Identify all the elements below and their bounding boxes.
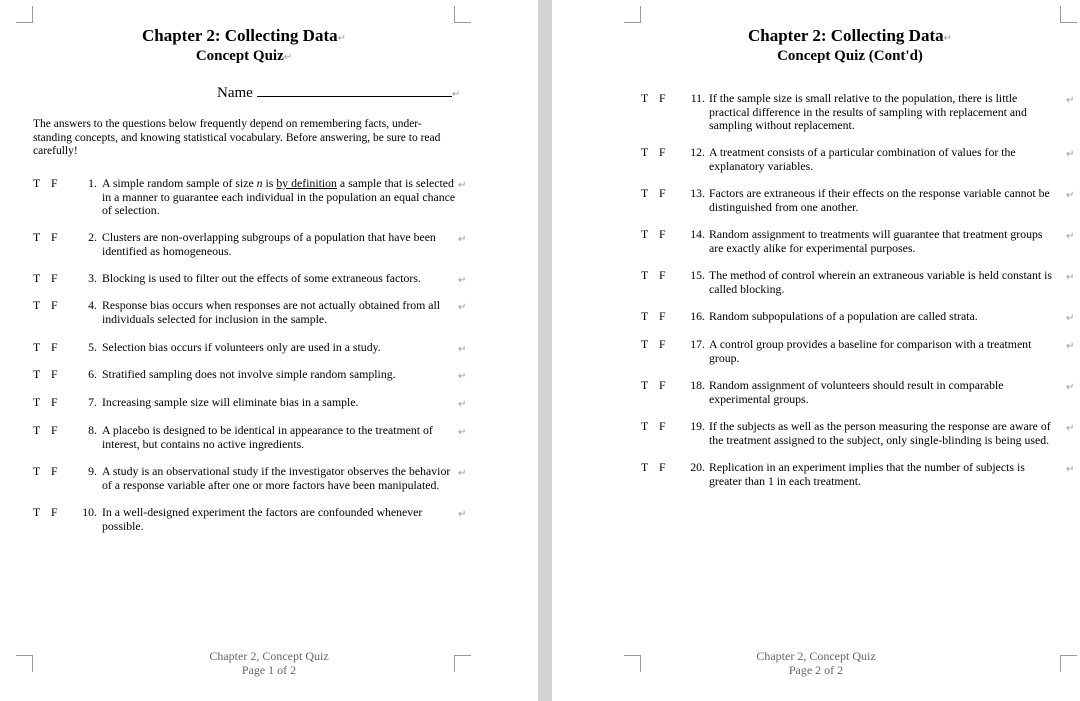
question-number: 5. [88,340,97,354]
name-line[interactable] [257,82,452,97]
false-option[interactable]: F [51,176,58,190]
true-option[interactable]: T [33,395,41,409]
false-option[interactable]: F [659,378,666,392]
true-option[interactable]: T [641,309,649,323]
false-option[interactable]: F [51,298,58,312]
true-option[interactable]: T [641,460,649,474]
question-number: 8. [88,423,97,437]
question-number: 13. [690,186,705,200]
name-field[interactable]: Name ↵ [217,82,460,102]
page-footer [0,650,538,677]
intro-text: The answers to the questions below frequently depend on remembering facts, under-standing concepts, and knowing statistical vocabulary. Before answering, be sure to read carefully! [33,118,441,157]
false-option[interactable]: F [51,340,58,354]
question-text: Random subpopulations of a population are called strata. [709,309,978,323]
false-option[interactable]: F [659,186,666,200]
footer-title: Chapter 2, Concept Quiz [209,649,329,663]
false-option[interactable]: F [51,230,58,244]
true-option[interactable]: T [641,91,649,105]
false-option[interactable]: F [659,145,666,159]
true-option[interactable]: T [641,227,649,241]
question-text: The method of control wherein an extraneous variable is held constant is called blocking. [709,268,1052,296]
false-option[interactable]: F [51,395,58,409]
page-title: Chapter 2: Collecting Data↵ [141,26,347,45]
question-number: 17. [690,337,705,351]
question-number: 15. [690,268,705,282]
question-text: Increasing sample size will eliminate bias in a sample. [102,395,359,409]
question-text: If the subjects as well as the person measuring the response are aware of the treatment assigned to the subject, only single-blinding is being used. [709,419,1051,447]
question-text: A study is an observational study if the investigator observes the behavior of a response variable after one or more factors have been manipulated. [102,464,451,492]
question-number: 9. [88,464,97,478]
false-option[interactable]: F [51,367,58,381]
question-number: 7. [88,395,97,409]
question-number: 20. [690,460,705,474]
question-number: 16. [690,309,705,323]
footer-title: Chapter 2, Concept Quiz [756,649,876,663]
question-number: 4. [88,298,97,312]
false-option[interactable]: F [659,91,666,105]
question-number: 18. [690,378,705,392]
true-option[interactable]: T [33,367,41,381]
question-text: Random assignment to treatments will guarantee that treatment groups are exactly alike for experimental purposes. [709,227,1043,255]
crop-mark [1060,6,1077,23]
question-text: Selection bias occurs if volunteers only are used in a study. [102,340,381,354]
page-subtitle: Concept Quiz (Cont'd) [777,48,923,64]
false-option[interactable]: F [51,423,58,437]
false-option[interactable]: F [51,271,58,285]
question-text: Factors are extraneous if their effects on the response variable cannot be distinguished from one another. [709,186,1050,214]
true-option[interactable]: T [641,378,649,392]
question-text: Blocking is used to filter out the effects of some extraneous factors. [102,271,421,285]
footer-page-number: Page 2 of 2 [788,662,844,677]
false-option[interactable]: F [51,505,58,519]
true-option[interactable]: T [641,419,649,433]
true-option[interactable]: T [33,230,41,244]
true-option[interactable]: T [641,337,649,351]
question-number: 3. [88,271,97,285]
false-option[interactable]: F [659,419,666,433]
question-text: A control group provides a baseline for comparison with a treatment group. [709,337,1032,365]
question-text: A simple random sample of size n is by definition a sample that is selected in a manner to guarantee each individual in the population an equal chance of selection. [102,176,456,217]
question-text: If the sample size is small relative to the population, there is little practical difference in the results of sampling with replacement and sampling without replacement. [709,91,1027,132]
question-number: 1. [88,176,97,190]
question-text: Response bias occurs when responses are not actually obtained from all individuals selected for inclusion in the sample. [102,298,441,326]
page-1: Chapter 2: Collecting Data↵ Concept Quiz↵ Name ↵ The answers to the questions below frequently depend on remembering facts, under-standing concepts, and knowing statistical vocabulary. Before answering, be sure to read carefully! T F 1. A simple random sample of size n is by definition a sample that is selected in a manner to guarantee each individual in the population an equal chance of selection. ↵ T F 2. Clusters are non-overlapping subgroups of a population that have been identified as homogeneous. ↵ T F 3. Blocking is used to filter out the effects of some extraneous factors. ↵ T F 4. Response bias occurs when responses are not actually obtained from all individuals selected for inclusion in the sample. ↵ T F 5. Selection bias occurs if volunteers only are used in a study. ↵ T F 6. Stratified sampling does not involve simple random sampling. ↵ T F 7. Increasing sample size will eliminate bias in a sample. ↵ T F 8. A placebo is designed to be identical in appearance to the treatment of interest, but contains no active ingredients. ↵ T F 9. A study is an observational study if the investigator observes the behavior of a response variable after one or more factors have been manipulated. ↵ T F 10. In a well-designed experiment the factors are confounded whenever possible. ↵ Chapter 2, Concept Quiz Page 1 of 2 [0,0,538,701]
false-option[interactable]: F [659,309,666,323]
question-text: A treatment consists of a particular combination of values for the explanatory variables. [709,145,1016,173]
question-text: Replication in an experiment implies that the number of subjects is greater than 1 in each treatment. [709,460,1025,488]
page-subtitle: Concept Quiz↵ [195,48,293,64]
question-number: 14. [690,227,705,241]
page-2: Chapter 2: Collecting Data↵ Concept Quiz (Cont'd) T F 11. If the sample size is small relative to the population, there is little practical difference in the results of sampling with replacement and sampling without replacement. ↵ T F 12. A treatment consists of a particular combination of values for the explanatory variables. ↵ T F 13. Factors are extraneous if their effects on the response variable cannot be distinguished from one another. ↵ T F 14. Random assignment to treatments will guarantee that treatment groups are exactly alike for experimental purposes. ↵ T F 15. The method of control wherein an extraneous variable is held constant is called blocking. ↵ T F 16. Random subpopulations of a population are called strata. ↵ T F 17. A control group provides a baseline for comparison with a treatment group. ↵ T F 18. Random assignment of volunteers should result in comparable experimental groups. ↵ T F 19. If the subjects as well as the person measuring the response are aware of the treatment assigned to the subject, only single-blinding is being used. ↵ T F 20. Replication in an experiment implies that the number of subjects is greater than 1 in each treatment. ↵ Chapter 2, Concept Quiz Page 2 of 2 [552,0,1080,701]
question-number: 12. [690,145,705,159]
crop-mark [454,6,471,23]
true-option[interactable]: T [33,423,41,437]
true-option[interactable]: T [33,340,41,354]
false-option[interactable]: F [51,464,58,478]
true-option[interactable]: T [33,176,41,190]
question-number: 10. [82,505,97,519]
question-number: 2. [88,230,97,244]
true-option[interactable]: T [641,186,649,200]
question-text: In a well-designed experiment the factors are confounded whenever possible. [102,505,423,533]
true-option[interactable]: T [33,271,41,285]
true-option[interactable]: T [641,145,649,159]
true-option[interactable]: T [33,505,41,519]
question-number: 19. [690,419,705,433]
question-text: Random assignment of volunteers should result in comparable experimental groups. [709,378,1004,406]
page-title: Chapter 2: Collecting Data↵ [747,26,953,45]
question-text: Stratified sampling does not involve simple random sampling. [102,367,396,381]
false-option[interactable]: F [659,268,666,282]
true-option[interactable]: T [33,464,41,478]
footer-page-number: Page 1 of 2 [241,662,297,677]
false-option[interactable]: F [659,460,666,474]
true-option[interactable]: T [33,298,41,312]
true-option[interactable]: T [641,268,649,282]
question-text: Clusters are non-overlapping subgroups of a population that have been identified as homogeneous. [102,230,436,258]
false-option[interactable]: F [659,227,666,241]
crop-mark [16,6,33,23]
crop-mark [624,6,641,23]
question-text: A placebo is designed to be identical in appearance to the treatment of interest, but contains no active ingredients. [102,423,433,451]
question-number: 11. [690,91,705,105]
name-label: Name [217,85,253,101]
question-number: 6. [88,367,97,381]
page-footer [552,650,1080,677]
false-option[interactable]: F [659,337,666,351]
